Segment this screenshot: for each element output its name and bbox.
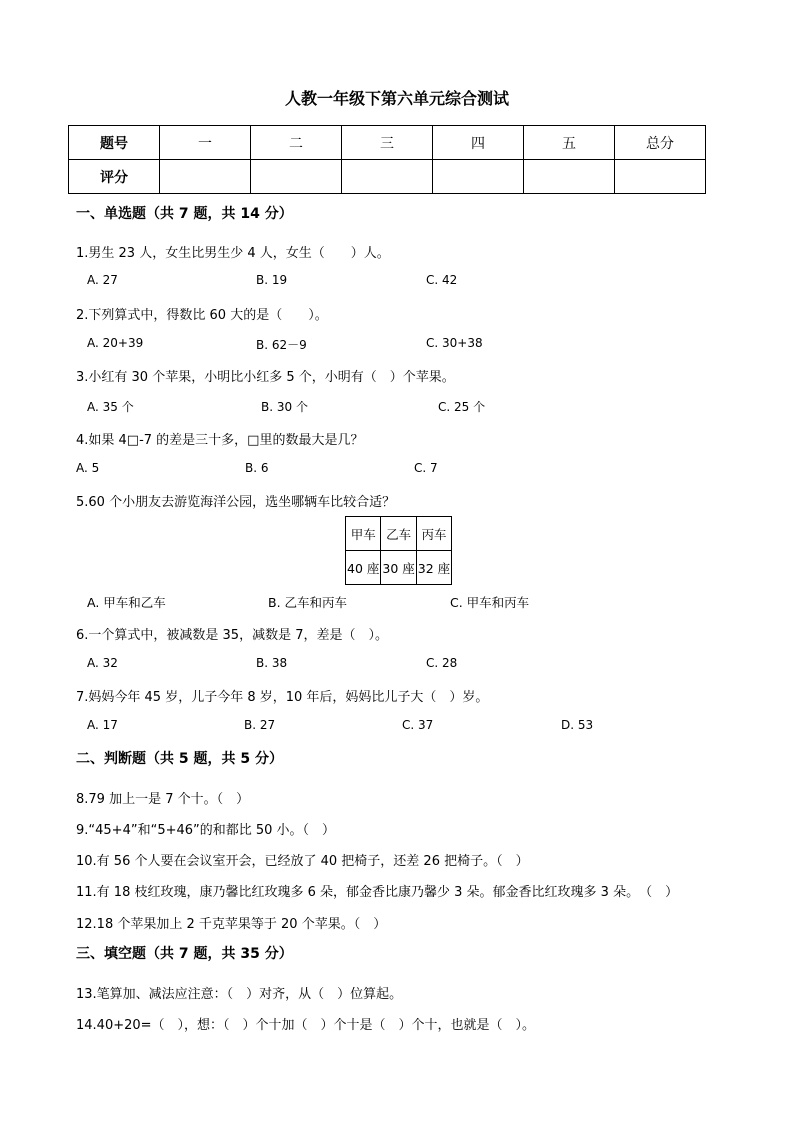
bus-seats-yi: 30 座 — [381, 551, 416, 585]
q4-option-c[interactable]: C. 7 — [414, 461, 438, 475]
score-row-label: 评分 — [69, 160, 160, 194]
question-13: 13.笔算加、减法应注意：（ ）对齐，从（ ）位算起。 — [76, 987, 403, 1002]
question-8: 8.79 加上一是 7 个十。（ ） — [76, 792, 250, 807]
score-header-total: 总分 — [615, 126, 706, 160]
q3-option-c[interactable]: C. 25 个 — [438, 400, 486, 414]
q6-option-b[interactable]: B. 38 — [256, 656, 288, 670]
q1-option-c[interactable]: C. 42 — [426, 273, 458, 287]
q3-option-b[interactable]: B. 30 个 — [261, 400, 308, 414]
q5-option-b[interactable]: B. 乙车和丙车 — [268, 595, 348, 610]
question-2: 2.下列算式中，得数比 60 大的是（ ）。 — [76, 308, 328, 323]
q1-option-b[interactable]: B. 19 — [256, 273, 288, 287]
q5-option-a[interactable]: A. 甲车和乙车 — [87, 595, 166, 610]
question-1: 1.男生 23 人，女生比男生少 4 人，女生（ ）人。 — [76, 246, 390, 261]
score-cell[interactable] — [433, 160, 524, 194]
section-heading-single-choice: 一、单选题（共 7 题，共 14 分） — [76, 206, 293, 222]
q6-option-a[interactable]: A. 32 — [87, 656, 118, 670]
score-header-label: 题号 — [69, 126, 160, 160]
bus-name-jia: 甲车 — [346, 517, 381, 551]
q2-option-a[interactable]: A. 20+39 — [87, 336, 144, 350]
bus-seats-jia: 40 座 — [346, 551, 381, 585]
question-11: 11.有 18 枝红玫瑰，康乃馨比红玫瑰多 6 朵，郁金香比康乃馨少 3 朵。郁金香比红玫瑰多 3 朵。 （ ） — [76, 885, 679, 900]
q2-option-c[interactable]: C. 30+38 — [426, 336, 483, 350]
score-cell[interactable] — [524, 160, 615, 194]
question-7: 7.妈妈今年 45 岁，儿子今年 8 岁，10 年后，妈妈比儿子大（ ）岁。 — [76, 690, 489, 705]
question-6: 6.一个算式中，被减数是 35，减数是 7，差是（ ）。 — [76, 628, 388, 643]
score-table-score-row — [69, 160, 706, 194]
score-header-2: 二 — [251, 126, 342, 160]
q4-option-b[interactable]: B. 6 — [245, 461, 269, 475]
bus-seats-bing: 32 座 — [416, 551, 451, 585]
section-heading-true-false: 二、判断题（共 5 题，共 5 分） — [76, 751, 283, 767]
question-10: 10.有 56 个人要在会议室开会，已经放了 40 把椅子，还差 26 把椅子。（ ） — [76, 854, 529, 869]
score-header-4: 四 — [433, 126, 524, 160]
bus-name-yi: 乙车 — [381, 517, 416, 551]
bus-name-row — [346, 517, 452, 551]
question-9: 9.“45+4”和“5+46”的和都比 50 小。（ ） — [76, 823, 336, 838]
bus-seat-row — [346, 551, 452, 585]
score-cell[interactable] — [342, 160, 433, 194]
q7-option-b[interactable]: B. 27 — [244, 718, 276, 732]
page-title: 人教一年级下第六单元综合测试 — [284, 89, 509, 108]
score-header-5: 五 — [524, 126, 615, 160]
score-header-3: 三 — [342, 126, 433, 160]
question-5: 5.60 个小朋友去游览海洋公园，选坐哪辆车比较合适？ — [76, 495, 396, 510]
question-12: 12.18 个苹果加上 2 千克苹果等于 20 个苹果。（ ） — [76, 917, 387, 932]
score-cell[interactable] — [251, 160, 342, 194]
bus-name-bing: 丙车 — [416, 517, 451, 551]
question-3: 3.小红有 30 个苹果，小明比小红多 5 个，小明有（ ）个苹果。 — [76, 370, 455, 385]
q7-option-a[interactable]: A. 17 — [87, 718, 118, 732]
score-header-1: 一 — [160, 126, 251, 160]
q4-option-a[interactable]: A. 5 — [76, 461, 100, 475]
question-4: 4.如果 4□-7 的差是三十多，□里的数最大是几？ — [76, 433, 364, 448]
question-14: 14.40+20=（ ），想：（ ）个十加（ ）个十是（ ）个十，也就是（ ）。 — [76, 1018, 536, 1033]
score-cell-total[interactable] — [615, 160, 706, 194]
q2-option-b[interactable]: B. 62－9 — [256, 338, 307, 352]
q7-option-d[interactable]: D. 53 — [561, 718, 594, 732]
q3-option-a[interactable]: A. 35 个 — [87, 400, 134, 414]
section-heading-fill-in: 三、填空题（共 7 题，共 35 分） — [76, 946, 293, 962]
score-table-header-row — [69, 126, 706, 160]
score-table — [68, 125, 706, 194]
q1-option-a[interactable]: A. 27 — [87, 273, 118, 287]
bus-seat-table — [345, 516, 452, 585]
q5-option-c[interactable]: C. 甲车和丙车 — [450, 595, 530, 610]
q6-option-c[interactable]: C. 28 — [426, 656, 458, 670]
q7-option-c[interactable]: C. 37 — [402, 718, 434, 732]
score-cell[interactable] — [160, 160, 251, 194]
